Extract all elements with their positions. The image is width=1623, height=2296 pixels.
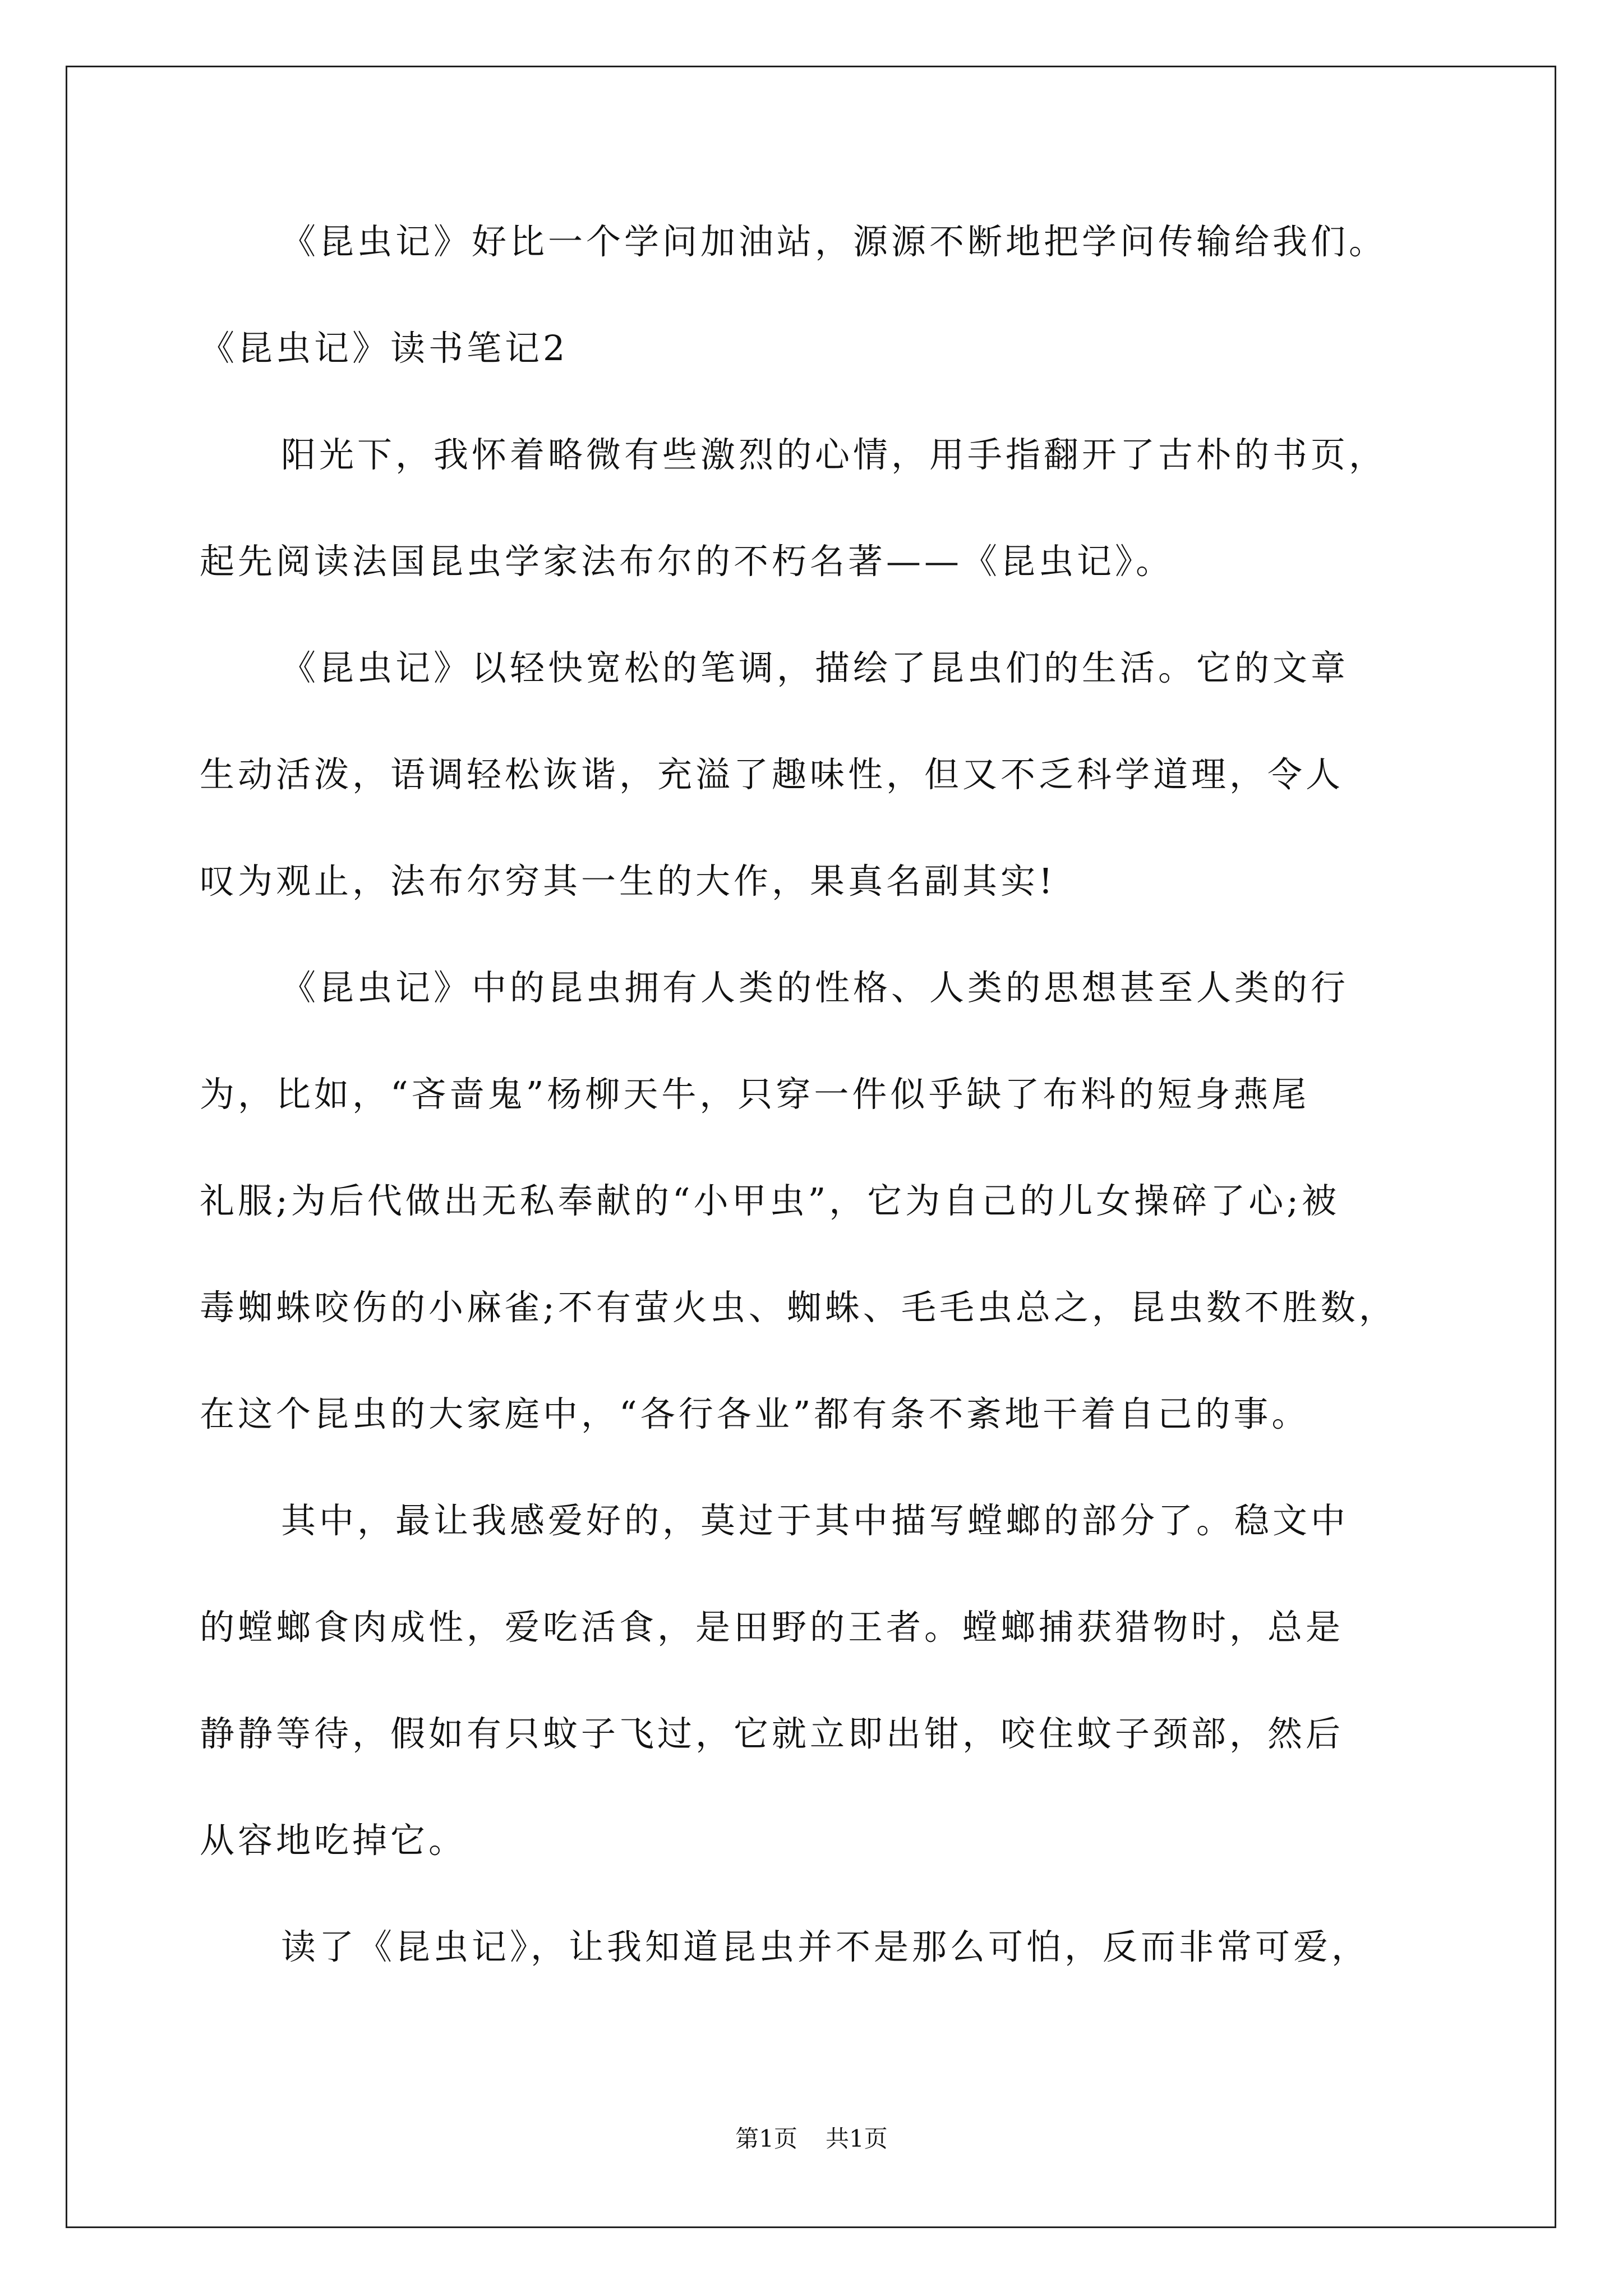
- text-line: 《昆虫记》好比一个学问加油站，源源不断地把学问传输给我们。: [281, 221, 1387, 262]
- page-number: 第1页: [735, 2125, 797, 2152]
- document-body: [200, 221, 1433, 2036]
- text-line: 叹为观止，法布尔穷其一生的大作，果真名副其实!: [200, 861, 1056, 901]
- text-line: 《昆虫记》以轻快宽松的笔调，描绘了昆虫们的生活。它的文章: [281, 647, 1349, 688]
- text-line: 起先阅读法国昆虫学家法布尔的不朽名著——《昆虫记》。: [200, 541, 1174, 582]
- text-line: 为，比如，“吝啬鬼”杨柳天牛，只穿一件似乎缺了布料的短身燕尾: [200, 1074, 1310, 1115]
- text-line: 读了《昆虫记》，让我知道昆虫并不是那么可怕，反而非常可爱，: [281, 1926, 1370, 1967]
- text-line: 静静等待，假如有只蚊子飞过，它就立即出钳，咬住蚊子颈部，然后: [200, 1713, 1344, 1754]
- page-total: 共1页: [826, 2125, 888, 2152]
- text-line: 礼服;为后代做出无私奉献的“小甲虫”，它为自己的儿女操碎了心;被: [200, 1180, 1340, 1221]
- text-line: 在这个昆虫的大家庭中，“各行各业”都有条不紊地干着自己的事。: [200, 1393, 1310, 1434]
- text-line: 的螳螂食肉成性，爱吃活食，是田野的王者。螳螂捕获猎物时，总是: [200, 1607, 1344, 1648]
- text-line: 其中，最让我感爱好的，莫过于其中描写螳螂的部分了。稳文中: [281, 1500, 1349, 1541]
- text-line: 从容地吃掉它。: [200, 1820, 467, 1861]
- text-line: 《昆虫记》中的昆虫拥有人类的性格、人类的思想甚至人类的行: [281, 967, 1349, 1008]
- page-footer: [0, 2127, 1623, 2151]
- text-line: 阳光下，我怀着略微有些激烈的心情，用手指翻开了古朴的书页，: [281, 434, 1387, 475]
- text-line: 生动活泼，语调轻松诙谐，充溢了趣味性，但又不乏科学道理，令人: [200, 754, 1344, 795]
- text-line: 毒蜘蛛咬伤的小麻雀;不有萤火虫、蜘蛛、毛毛虫总之，昆虫数不胜数，: [200, 1287, 1397, 1328]
- section-heading: 《昆虫记》读书笔记2: [200, 328, 569, 369]
